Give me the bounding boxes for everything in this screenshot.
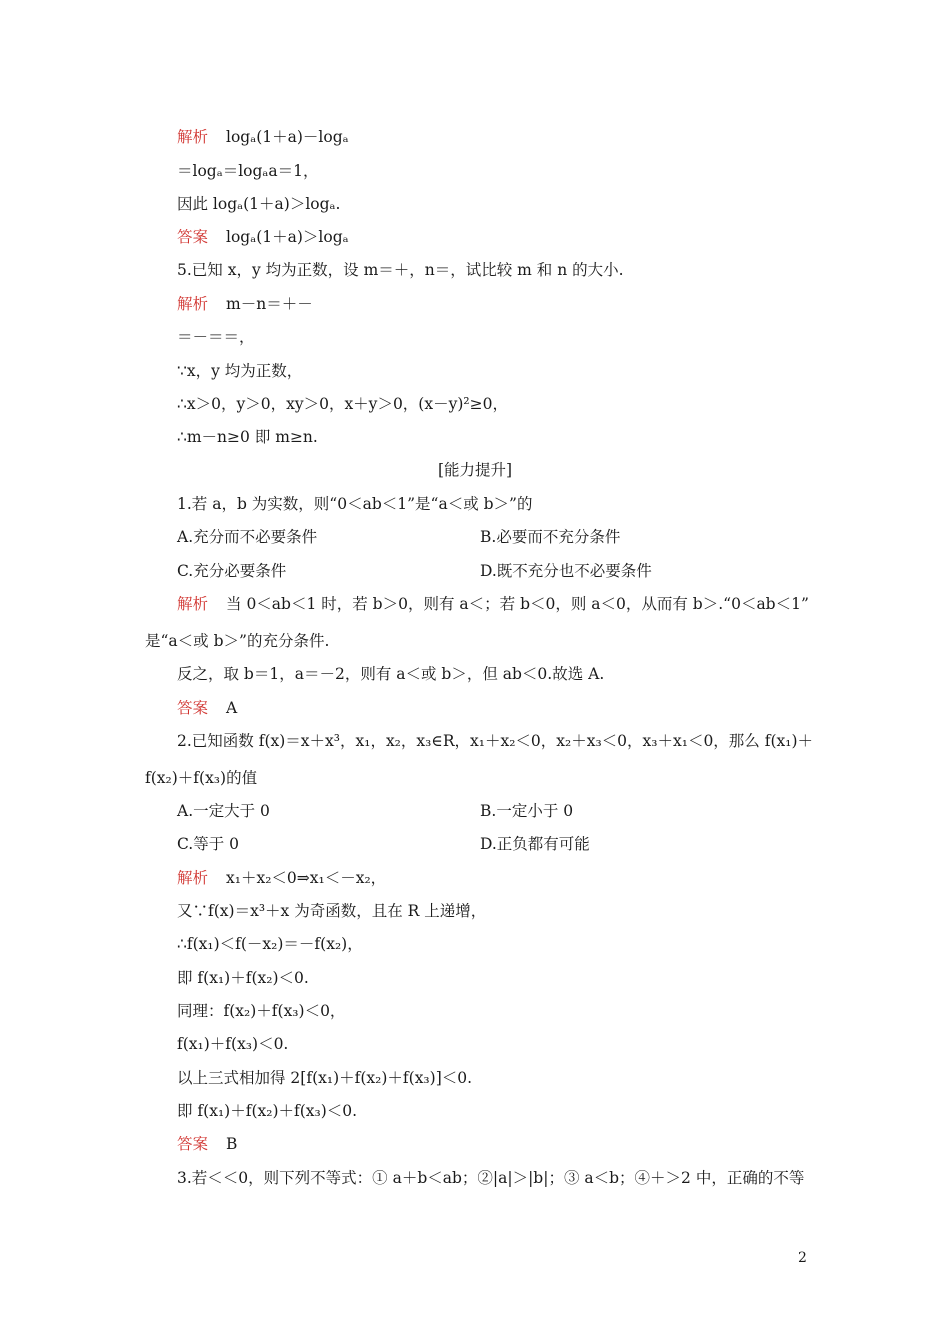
text-line: 即 f(x₁)＋f(x₂)＜0. (177, 969, 309, 987)
page-number: 2 (798, 1250, 807, 1266)
text-line: 即 f(x₁)＋f(x₂)＋f(x₃)＜0. (177, 1102, 358, 1120)
text-line: ＝－＝＝， (177, 328, 255, 346)
answer-tag: 答案 (177, 1135, 209, 1153)
answer-tag: 答案 (177, 699, 209, 717)
analysis-tag: 解析 (177, 869, 209, 887)
option-a: A.充分而不必要条件 (177, 528, 318, 546)
text-line: ＝logₐ＝logₐa＝1， (177, 162, 319, 180)
analysis-tag: 解析 (177, 295, 209, 313)
analysis-tag: 解析 (177, 128, 209, 146)
analysis-line (177, 868, 386, 888)
text-line: ∴f(x₁)＜f(－x₂)＝－f(x₂)， (177, 935, 363, 953)
text-line: 同理：f(x₂)＋f(x₃)＜0， (177, 1002, 346, 1020)
text-line: ∴m－n≥0 即 m≥n. (177, 428, 318, 446)
answer-tag: 答案 (177, 228, 209, 246)
option-d: D.既不充分也不必要条件 (480, 562, 652, 580)
section-title: [能力提升] (437, 461, 513, 479)
option-d: D.正负都有可能 (480, 835, 590, 853)
analysis-text: x₁＋x₂＜0⇒x₁＜－x₂， (226, 869, 387, 887)
text-line: 因此 logₐ(1＋a)＞logₐ. (177, 195, 341, 213)
text-line: 反之，取 b＝1，a＝－2，则有 a＜或 b＞，但 ab＜0.故选 A. (177, 665, 605, 683)
analysis-text: m－n＝＋－ (226, 295, 313, 313)
text-line: 是“a＜或 b＞”的充分条件. (145, 632, 330, 650)
text-line: ∵x，y 均为正数， (177, 362, 303, 380)
text-line: 以上三式相加得 2[f(x₁)＋f(x₂)＋f(x₃)]＜0. (177, 1069, 473, 1087)
answer-text: B (226, 1135, 238, 1153)
answer-line (177, 227, 349, 247)
analysis-line (177, 594, 809, 614)
answer-line (177, 1134, 237, 1154)
option-b: B.一定小于 0 (480, 802, 574, 820)
analysis-tag: 解析 (177, 595, 209, 613)
text-line: 又∵f(x)＝x³＋x 为奇函数，且在 R 上递增， (177, 902, 487, 920)
option-b: B.必要而不充分条件 (480, 528, 621, 546)
text-line: ∴x＞0，y＞0，xy＞0，x＋y＞0，(x－y)²≥0， (177, 395, 508, 413)
answer-text: A (226, 699, 238, 717)
option-c: C.等于 0 (177, 835, 240, 853)
analysis-line (177, 127, 349, 147)
answer-line (177, 698, 237, 718)
analysis-text: 当 0＜ab＜1 时，若 b＞0，则有 a＜；若 b＜0，则 a＜0，从而有 b＞.“0＜ab＜1” (226, 595, 809, 613)
question-1-stem: 1.若 a，b 为实数，则“0＜ab＜1”是“a＜或 b＞”的 (177, 495, 533, 513)
option-c: C.充分必要条件 (177, 562, 287, 580)
question-3-stem: 3.若＜＜0，则下列不等式：① a＋b＜ab；②|a|＞|b|；③ a＜b；④＋＞2 中，正确的不等 (177, 1169, 805, 1187)
analysis-text: logₐ(1＋a)－logₐ (226, 128, 349, 146)
option-a: A.一定大于 0 (177, 802, 270, 820)
question-2-stem-cont: f(x₂)＋f(x₃)的值 (145, 769, 258, 787)
analysis-line (177, 294, 313, 314)
answer-text: logₐ(1＋a)＞logₐ (226, 228, 349, 246)
text-line: f(x₁)＋f(x₃)＜0. (177, 1035, 289, 1053)
question-5: 5.已知 x，y 均为正数，设 m＝＋，n＝，试比较 m 和 n 的大小. (177, 261, 624, 279)
question-2-stem: 2.已知函数 f(x)＝x＋x³，x₁，x₂，x₃∈R，x₁＋x₂＜0，x₂＋x₃＜0，x₃＋x₁＜0，那么 f(x₁)＋ (177, 732, 814, 750)
